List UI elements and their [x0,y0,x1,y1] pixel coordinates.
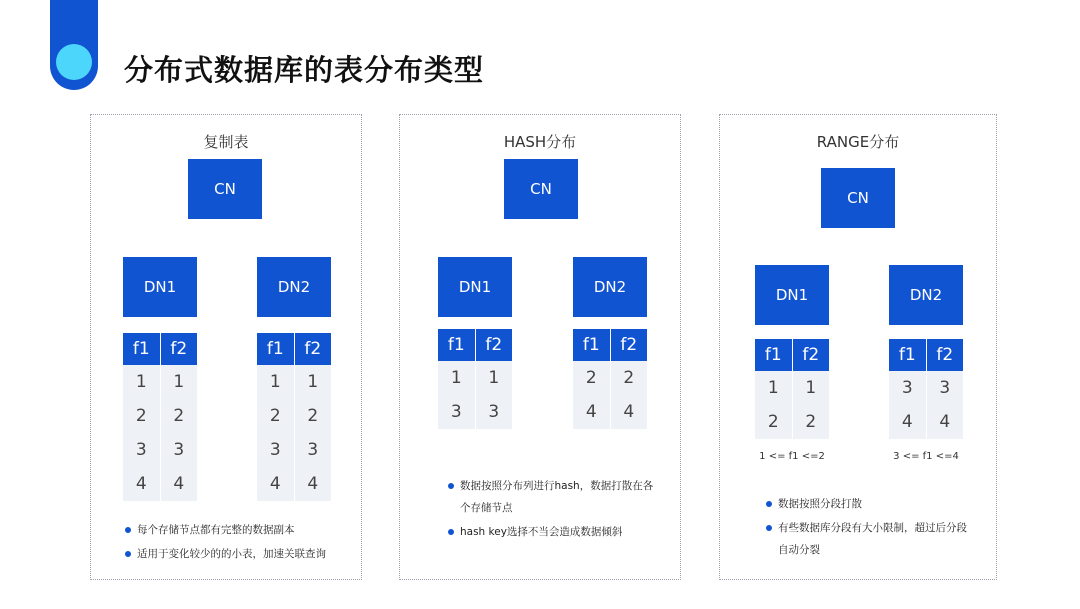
table-row [573,361,647,395]
table-cell: 2 [160,399,197,433]
bullet-item: 适用于变化较少的的小表，加速关联查询 [125,543,355,565]
table-cell: 1 [160,365,197,399]
table-row [755,371,829,405]
table-cell: 2 [573,361,610,395]
table-row [123,399,197,433]
table-row [573,395,647,429]
table-cell: 4 [610,395,647,429]
table-cell: 3 [160,433,197,467]
table-cell: 2 [755,405,792,439]
table-row [257,467,331,501]
bullet-item: hash key选择不当会造成数据倾斜 [448,521,658,543]
table-header: f2 [160,333,197,365]
table-row [257,365,331,399]
table-header: f2 [610,329,647,361]
table-header: f2 [294,333,331,365]
table-row [123,365,197,399]
table-cell: 2 [257,399,294,433]
table-header: f1 [438,329,475,361]
table-cell: 1 [123,365,160,399]
table-cell: 4 [573,395,610,429]
table-cell: 1 [257,365,294,399]
table-cell: 4 [889,405,926,439]
table-header: f2 [475,329,512,361]
table-cell: 3 [438,395,475,429]
dn1-range-label: 1 <= f1 <=2 [759,451,825,462]
table-row [438,361,512,395]
dn1-table [438,329,512,429]
table-cell: 1 [475,361,512,395]
accent-dot [56,44,92,80]
table-cell: 3 [475,395,512,429]
bullet-list [766,493,976,563]
panel-title: 复制表 [203,133,249,151]
bullet-list [448,475,658,545]
panel-title: RANGE分布 [816,133,900,151]
dn1-node: DN1 [755,265,829,325]
bullet-item: 每个存储节点都有完整的数据副本 [125,519,355,541]
dn2-node: DN2 [257,257,331,317]
bullet-item: 有些数据库分段有大小限制，超过后分段自动分裂 [766,517,976,561]
panel-title: HASH分布 [503,133,577,151]
panel-hash [399,114,681,580]
table-row [438,395,512,429]
table-row [123,467,197,501]
table-cell: 1 [755,371,792,405]
cn-node: CN [188,159,262,219]
bullet-item: 数据按照分布列进行hash，数据打散在各个存储节点 [448,475,658,519]
table-cell: 3 [257,433,294,467]
dn2-table [573,329,647,429]
cn-node: CN [821,168,895,228]
dn2-node: DN2 [889,265,963,325]
dn2-table [889,339,963,439]
table-row [123,433,197,467]
table-cell: 3 [889,371,926,405]
table-header: f1 [755,339,792,371]
table-cell: 1 [294,365,331,399]
table-cell: 2 [792,405,829,439]
table-row [257,399,331,433]
table-header: f1 [889,339,926,371]
table-cell: 3 [926,371,963,405]
dn2-range-label: 3 <= f1 <=4 [893,451,959,462]
table-cell: 2 [123,399,160,433]
table-cell: 4 [294,467,331,501]
table-row [889,405,963,439]
dn1-table [755,339,829,439]
table-cell: 3 [123,433,160,467]
table-header: f1 [257,333,294,365]
table-cell: 2 [294,399,331,433]
table-cell: 3 [294,433,331,467]
table-cell: 1 [438,361,475,395]
table-row [755,405,829,439]
dn2-node: DN2 [573,257,647,317]
page-title: 分布式数据库的表分布类型 [124,53,485,87]
table-cell: 1 [792,371,829,405]
dn2-table [257,333,331,501]
table-cell: 4 [926,405,963,439]
bullet-item: 数据按照分段打散 [766,493,976,515]
table-row [889,371,963,405]
dn1-node: DN1 [438,257,512,317]
table-cell: 4 [257,467,294,501]
dn1-node: DN1 [123,257,197,317]
table-cell: 4 [160,467,197,501]
table-header: f2 [926,339,963,371]
panel-range [719,114,997,580]
table-header: f1 [123,333,160,365]
table-row [257,433,331,467]
panel-replicated [90,114,362,580]
table-header: f1 [573,329,610,361]
bullet-list [125,519,355,567]
table-cell: 4 [123,467,160,501]
table-cell: 2 [610,361,647,395]
table-header: f2 [792,339,829,371]
dn1-table [123,333,197,501]
cn-node: CN [504,159,578,219]
